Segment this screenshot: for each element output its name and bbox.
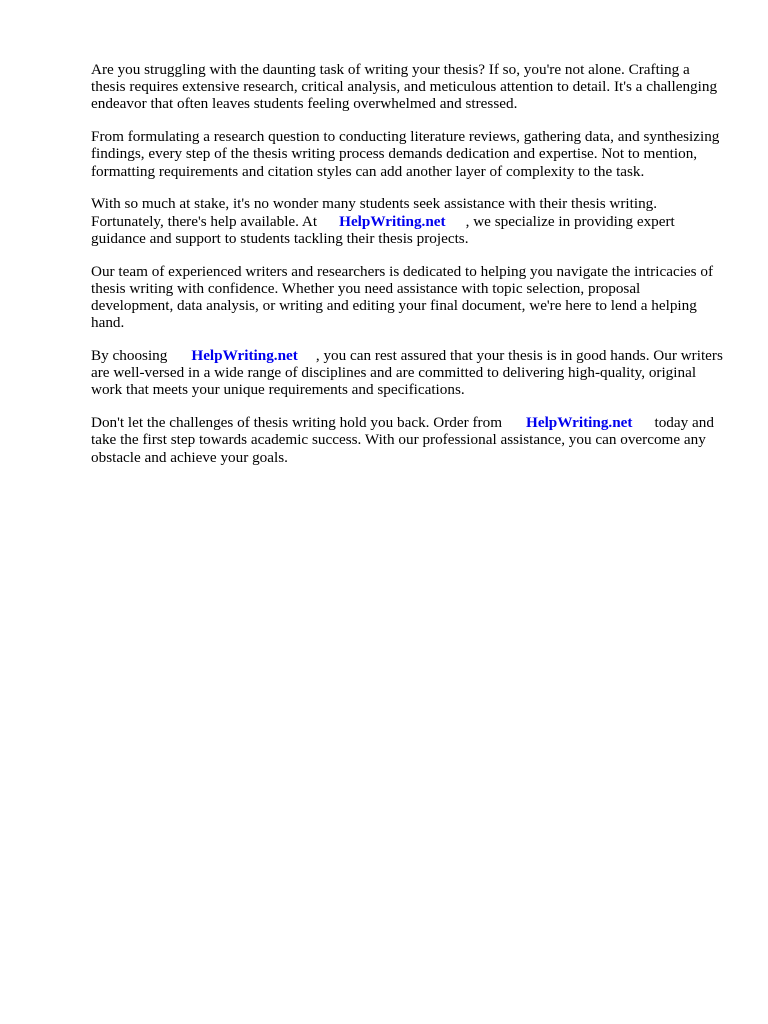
paragraph-order-text-before: Don't let the challenges of thesis writing hold you back. Order from bbox=[91, 414, 503, 432]
paragraph-order-text-after: today and take the first step towards academic success. With our professional assistance, you can overcome any obstacle and achieve your goals. bbox=[91, 414, 714, 466]
helpwriting-link[interactable]: HelpWriting.net bbox=[191, 347, 298, 365]
paragraph-assistance-text-after: , we specialize in providing expert guidance and support to students tackling their thesis projects. bbox=[91, 212, 675, 247]
paragraph-order bbox=[91, 414, 723, 466]
paragraph-choosing-text-before: By choosing bbox=[91, 347, 168, 365]
paragraph-intro: Are you struggling with the daunting task of writing your thesis? If so, you're not alone. Crafting a thesis requires extensive research, critical analysis, and meticulous attention to detail. It's a challenging endeavor that often leaves students feeling overwhelmed and stressed. bbox=[91, 61, 718, 113]
paragraph-choosing-text-after: , you can rest assured that your thesis is in good hands. Our writers are well-versed in a wide range of disciplines and are committed to delivering high-quality, original work that meets your unique requirements and specifications. bbox=[91, 347, 723, 399]
paragraph-assistance-text-before: With so much at stake, it's no wonder many students seek assistance with their thesis writing. Fortunately, there's help available. At bbox=[91, 195, 658, 230]
paragraph-process: From formulating a research question to conducting literature reviews, gathering data, and synthesizing findings, every step of the thesis writing process demands dedication and expertise. Not to mention, formatting requirements and citation styles can add another layer of complexity to the task. bbox=[91, 128, 720, 180]
helpwriting-link[interactable]: HelpWriting.net bbox=[526, 414, 633, 432]
paragraph-assistance bbox=[91, 195, 723, 247]
document-body bbox=[91, 61, 723, 481]
helpwriting-link[interactable]: HelpWriting.net bbox=[339, 212, 446, 230]
paragraph-choosing bbox=[91, 347, 723, 399]
paragraph-team: Our team of experienced writers and researchers is dedicated to helping you navigate the intricacies of thesis writing with confidence. Whether you need assistance with topic selection, proposal development, data analysis, or writing and editing your final document, we're here to lend a helping hand. bbox=[91, 262, 714, 332]
